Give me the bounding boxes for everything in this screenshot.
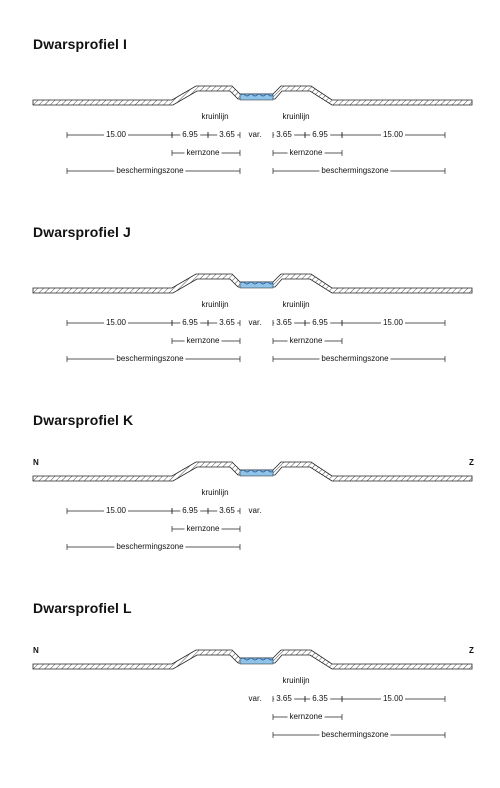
core-zone-label-left: kernzone: [186, 148, 220, 157]
variable-label: var.: [248, 318, 262, 327]
crest-label-left: kruinlijn: [201, 112, 229, 121]
north-label: N: [33, 646, 39, 655]
variable-label: var.: [248, 694, 262, 703]
dim-left-width1: 15.00: [105, 506, 127, 515]
dim-right-width2: 6.35: [312, 694, 328, 703]
core-zone-label-right: kernzone: [289, 336, 323, 345]
north-label: N: [33, 458, 39, 467]
crest-label-left: kruinlijn: [201, 488, 229, 497]
dim-left-width1: 15.00: [105, 130, 127, 139]
protection-zone-label-right: beschermingszone: [321, 354, 389, 363]
dim-left-width2: 6.95: [182, 506, 198, 515]
dim-left-width1: 15.00: [105, 318, 127, 327]
profile-title: Dwarsprofiel I: [33, 36, 127, 52]
variable-label: var.: [248, 130, 262, 139]
profile-title: Dwarsprofiel K: [33, 412, 134, 428]
crest-label-right: kruinlijn: [282, 300, 310, 309]
profile-title: Dwarsprofiel J: [33, 224, 131, 240]
dim-right-width3: 15.00: [382, 694, 404, 703]
crest-label-right: kruinlijn: [282, 112, 310, 121]
profile-k: [0, 412, 500, 600]
protection-zone-label-left: beschermingszone: [116, 166, 184, 175]
dim-right-width3: 15.00: [382, 130, 404, 139]
crest-label-left: kruinlijn: [201, 300, 229, 309]
protection-zone-label-right: beschermingszone: [321, 166, 389, 175]
profile-j: [0, 224, 500, 412]
protection-zone-label-left: beschermingszone: [116, 354, 184, 363]
dim-right-width1: 3.65: [276, 694, 292, 703]
protection-zone-label-left: beschermingszone: [116, 542, 184, 551]
dim-right-width1: 3.65: [276, 318, 292, 327]
dim-left-width2: 6.95: [182, 318, 198, 327]
core-zone-label-left: kernzone: [186, 336, 220, 345]
variable-label: var.: [248, 506, 262, 515]
south-label: Z: [469, 646, 474, 655]
core-zone-label-right: kernzone: [289, 148, 323, 157]
cross-section-drawing: [0, 600, 500, 753]
dim-left-width3: 3.65: [219, 130, 235, 139]
dim-right-width2: 6.95: [312, 318, 328, 327]
south-label: Z: [469, 458, 474, 467]
dim-left-width2: 6.95: [182, 130, 198, 139]
core-zone-label-left: kernzone: [186, 524, 220, 533]
profile-i: [0, 36, 500, 224]
dim-right-width2: 6.95: [312, 130, 328, 139]
protection-zone-label-right: beschermingszone: [321, 730, 389, 739]
profile-title: Dwarsprofiel L: [33, 600, 132, 616]
dim-left-width3: 3.65: [219, 506, 235, 515]
profile-l: [0, 600, 500, 788]
dim-right-width1: 3.65: [276, 130, 292, 139]
core-zone-label-right: kernzone: [289, 712, 323, 721]
crest-label-right: kruinlijn: [282, 676, 310, 685]
dim-left-width3: 3.65: [219, 318, 235, 327]
dim-right-width3: 15.00: [382, 318, 404, 327]
